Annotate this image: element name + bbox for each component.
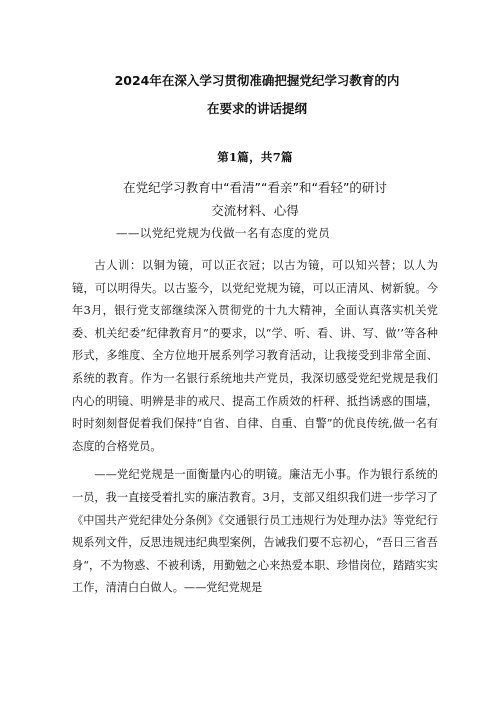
section-title xyxy=(72,177,438,221)
document-title-line1: 2024年在深入学习贯彻准确把握党纪学习教育的内 xyxy=(114,73,400,88)
section-subtitle: ——以党纪党规为伐做一名有态度的党员 xyxy=(116,226,331,240)
section-title-line2: 交流材料、心得 xyxy=(211,203,299,218)
document-title xyxy=(72,70,438,119)
section-title-line1: 在党纪学习教育中“看清”“看亲”和“看轻”的研讨 xyxy=(123,180,387,195)
body-paragraph-1: 古人训：以铜为镜，可以正衣冠；以古为镜，可以知兴替；以人为镜，可以明得失。以古鉴今，以党纪党规为镜，可以正清风、树新貌。今年3月，银行党支部继续深入贯彻党的十九大精神，全面认真落实机关党委、机关纪委“纪律教育月”的要求，以“学、听、看、讲、写、做’’等各种形式，多维度、全方位地开展系列学习教育活动，让我接受到非常全面、系统的教育。作为一名银行系统地共产党员，我深切感受党纪党规是我们内心的明镜、明辨是非的戒尺、提高工作质效的杆秤、抵挡诱惑的围墙，时时刻刻督促着我们保持“自省、自律、自重、自警”的优良传统,做一名有态度的合格党员。 xyxy=(72,259,438,453)
body-paragraph-2: ——党纪党规是一面衡量内心的明镜。廉洁无小事。作为银行系统的一员，我一直接受着扎实的廉洁教育。3月，支部又组织我们进一步学习了《中国共产党纪律处分条例》《交通银行员工违规行为处理办法》等党纪行规系列文件，反思违规违纪典型案例，告诫我们要不忘初心，“吾日三省吾身“，不为物惑、不被利诱，用勤勉之心来热爱本职、珍惜岗位，踏踏实实工作，清清白白做人。——党纪党规是 xyxy=(72,468,438,595)
document-title-line2: 在要求的讲话提纲 xyxy=(206,101,307,116)
part-label: 第1篇，共7篇 xyxy=(217,150,293,164)
